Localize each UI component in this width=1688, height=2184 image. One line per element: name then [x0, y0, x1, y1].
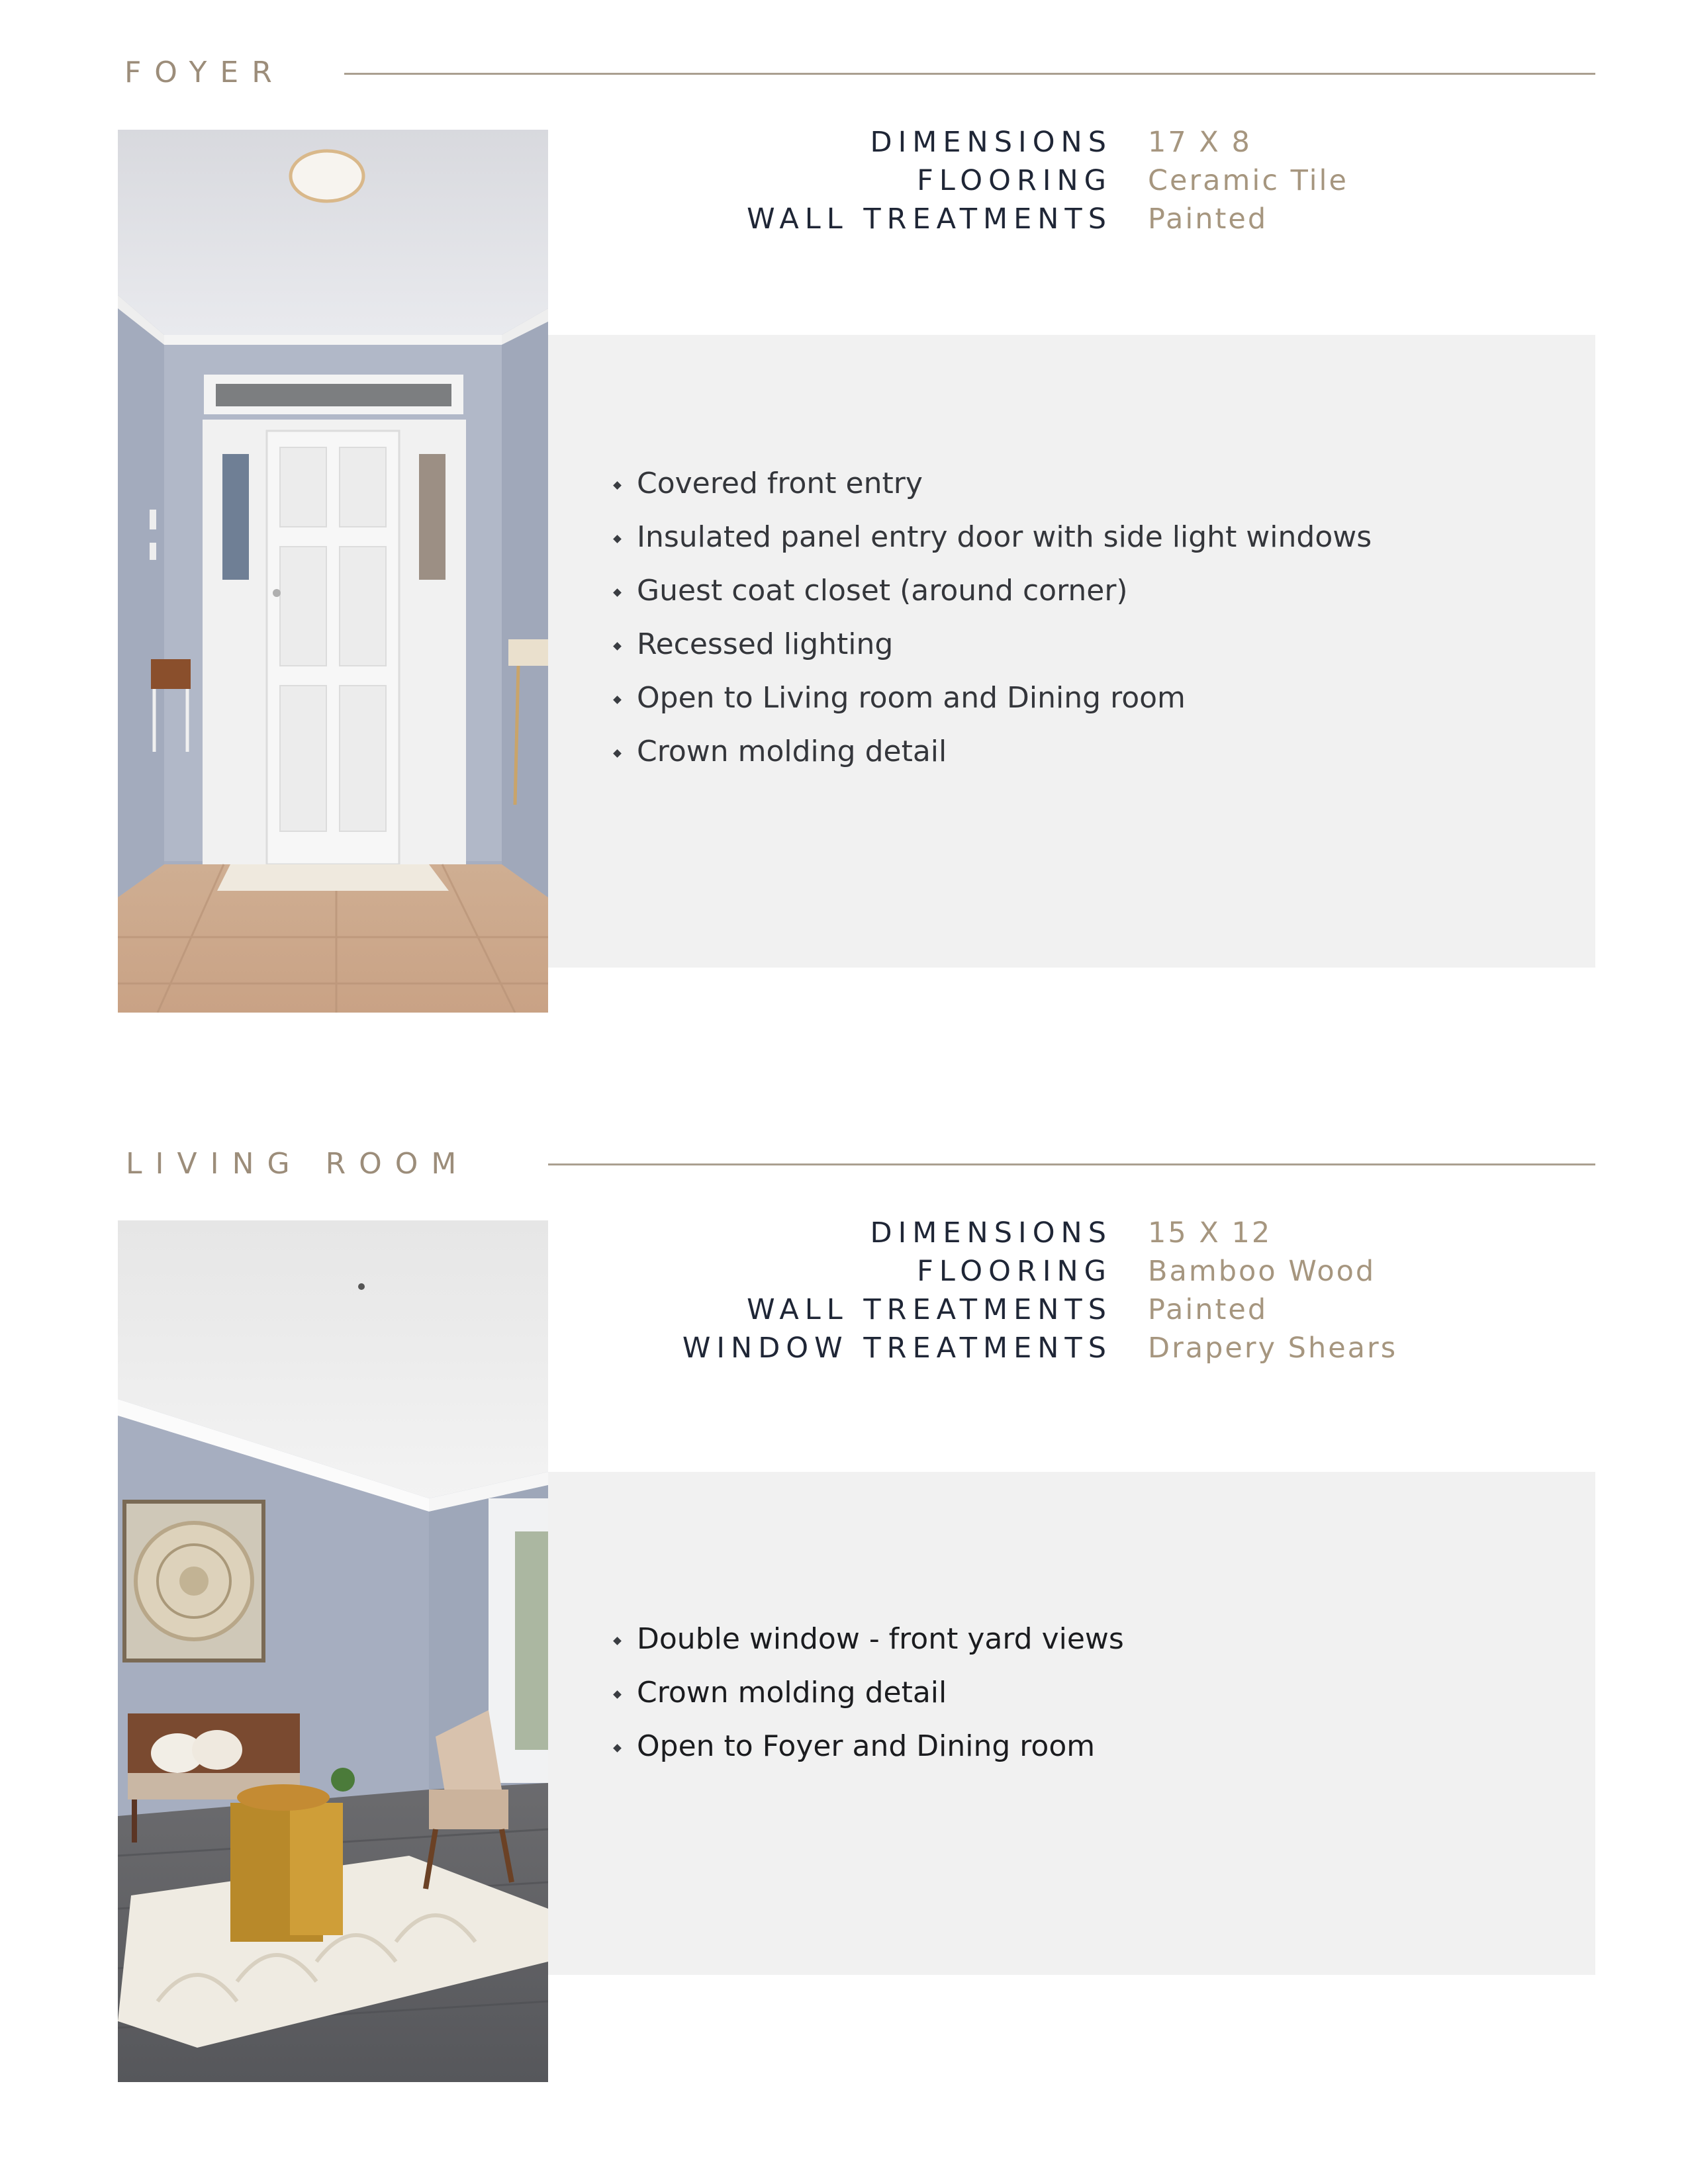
feature-text: Recessed lighting	[637, 627, 894, 661]
bullet-icon	[613, 535, 622, 543]
spec-row	[662, 1293, 1397, 1332]
spec-value: 15 X 12	[1148, 1216, 1272, 1250]
feature-text: Double window - front yard views	[637, 1622, 1124, 1656]
spec-value: Painted	[1148, 1293, 1268, 1326]
bullet-icon	[613, 1744, 622, 1752]
feature-text: Covered front entry	[637, 467, 923, 500]
spec-value: Painted	[1148, 203, 1268, 236]
feature-text: Open to Foyer and Dining room	[637, 1729, 1096, 1763]
spec-label: FLOORING	[917, 164, 1112, 197]
bullet-icon	[613, 1637, 622, 1645]
foyer-photo	[118, 130, 548, 1013]
spec-value: 17 X 8	[1148, 126, 1252, 159]
living-room-divider	[548, 1163, 1595, 1165]
spec-label: WINDOW TREATMENTS	[682, 1332, 1112, 1365]
list-item	[614, 671, 1372, 725]
foyer-features-list	[614, 457, 1372, 778]
spec-row	[662, 164, 1348, 203]
bullet-icon	[613, 749, 622, 758]
spec-row	[662, 1216, 1397, 1255]
spec-label: DIMENSIONS	[870, 1216, 1112, 1250]
spec-row	[662, 203, 1348, 241]
spec-label: WALL TREATMENTS	[747, 203, 1112, 236]
list-item	[614, 1612, 1124, 1666]
spec-value: Ceramic Tile	[1148, 164, 1348, 197]
list-item	[614, 1666, 1124, 1719]
list-item	[614, 1719, 1124, 1773]
bullet-icon	[613, 642, 622, 651]
living-room-title: LIVING ROOM	[126, 1147, 470, 1181]
feature-text: Crown molding detail	[637, 1676, 947, 1709]
living-room-photo	[118, 1220, 548, 2082]
spec-row	[662, 1255, 1397, 1293]
foyer-specs	[662, 126, 1348, 241]
feature-text: Open to Living room and Dining room	[637, 681, 1186, 715]
foyer-title: FOYER	[124, 56, 285, 89]
bullet-icon	[613, 1690, 622, 1699]
feature-text: Guest coat closet (around corner)	[637, 574, 1128, 608]
spec-label: DIMENSIONS	[870, 126, 1112, 159]
spec-label: FLOORING	[917, 1255, 1112, 1288]
foyer-divider	[344, 73, 1595, 75]
bullet-icon	[613, 588, 622, 597]
spec-value: Drapery Shears	[1148, 1332, 1398, 1365]
spec-value: Bamboo Wood	[1148, 1255, 1376, 1288]
list-item	[614, 457, 1372, 510]
list-item	[614, 564, 1372, 617]
bullet-icon	[613, 481, 622, 490]
list-item	[614, 617, 1372, 671]
living-room-features-list	[614, 1612, 1124, 1773]
spec-label: WALL TREATMENTS	[747, 1293, 1112, 1326]
list-item	[614, 725, 1372, 778]
living-room-specs	[662, 1216, 1397, 1370]
spec-row	[662, 1332, 1397, 1370]
feature-text: Crown molding detail	[637, 735, 947, 768]
feature-text: Insulated panel entry door with side light windows	[637, 520, 1372, 554]
spec-row	[662, 126, 1348, 164]
bullet-icon	[613, 696, 622, 704]
list-item	[614, 510, 1372, 564]
